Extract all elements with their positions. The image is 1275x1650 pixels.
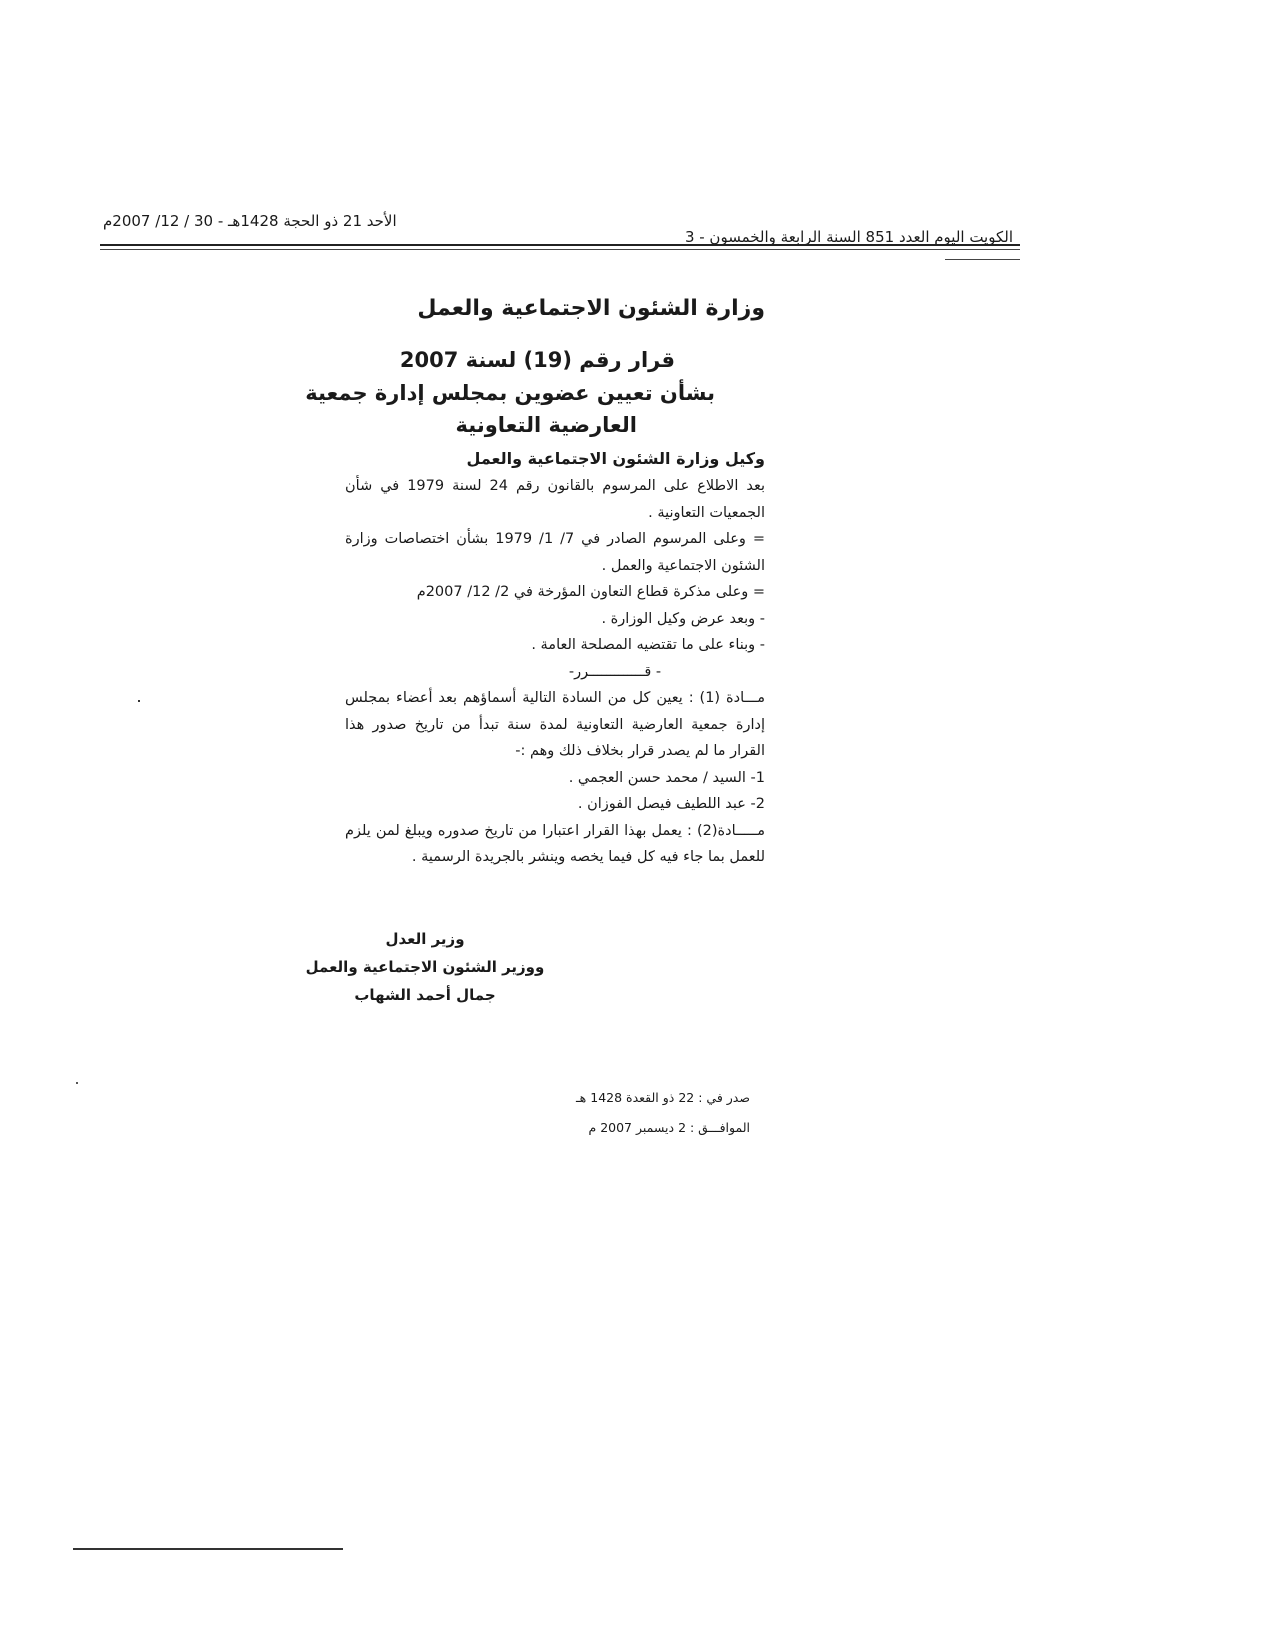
header-rule-thin — [100, 249, 1020, 250]
scan-speck — [138, 700, 140, 702]
header-rule-short — [945, 259, 1020, 260]
member-item: 2- عبد اللطيف فيصل الفوزان . — [577, 796, 765, 812]
decision-body — [345, 473, 765, 871]
issue-date-block — [530, 1083, 750, 1143]
signatory-title-2: ووزير الشئون الاجتماعية والعمل — [305, 958, 545, 976]
preamble-paragraph: = وعلى المرسوم الصادر في 7/ 1/ 1979 بشأن اختصاصات وزارة الشئون الاجتماعية والعمل . — [345, 531, 765, 574]
preamble-paragraph: = وعلى مذكرة قطاع التعاون المؤرخة في 2/ 12/ 2007م — [416, 584, 765, 600]
decision-subject: بشأن تعيين عضوين بمجلس إدارة جمعية — [305, 381, 715, 405]
ministry-heading: وزارة الشئون الاجتماعية والعمل — [417, 296, 765, 321]
issue-date-gregorian: الموافـــق : 2 ديسمبر 2007 م — [588, 1120, 750, 1135]
article-1: مـــادة (1) : يعين كل من السادة التالية أسماؤهم بعد أعضاء بمجلس إدارة جمعية العارضية التعاونية لمدة سنة تبدأ من تاريخ صدور هذا القرار ما لم يصدر قرار بخلاف ذلك وهم :- — [345, 690, 765, 759]
header-gazette-info: الكويت اليوم العدد 851 السنة الرابعة والخمسون - 3 — [684, 228, 1013, 246]
preamble-paragraph: - وبناء على ما تقتضيه المصلحة العامة . — [531, 637, 765, 653]
decision-subject-cont: العارضية التعاونية — [455, 413, 637, 437]
signatory-name: جمال أحمد الشهاب — [354, 986, 496, 1004]
article-2: مـــــادة(2) : يعمل بهذا القرار اعتبارا من تاريخ صدوره ويبلغ لمن يلزم للعمل بما جاء فيه كل فيما يخصه وينشر بالجريدة الرسمية . — [345, 822, 765, 865]
decided-heading: - قـــــــــــــرر- — [568, 663, 662, 680]
signatory-title: وزير العدل — [385, 930, 465, 948]
scan-speck — [76, 1082, 78, 1084]
preamble-paragraph: بعد الاطلاع على المرسوم بالقانون رقم 24 لسنة 1979 في شأن الجمعيات التعاونية . — [345, 478, 765, 521]
decision-title: قرار رقم (19) لسنة 2007 — [399, 348, 675, 372]
footnote-rule — [73, 1548, 343, 1550]
member-item: 1- السيد / محمد حسن العجمي . — [568, 769, 765, 786]
header-date: الأحد 21 ذو الحجة 1428هـ - 30 / 12/ 2007م — [103, 212, 397, 230]
signature-block — [295, 925, 555, 1009]
preamble-paragraph: - وبعد عرض وكيل الوزارة . — [601, 610, 765, 627]
issue-date-hijri: صدر في : 22 ذو القعدة 1428 هـ — [576, 1090, 750, 1105]
issuer-heading: وكيل وزارة الشئون الاجتماعية والعمل — [466, 449, 765, 468]
header-rule — [100, 244, 1020, 246]
